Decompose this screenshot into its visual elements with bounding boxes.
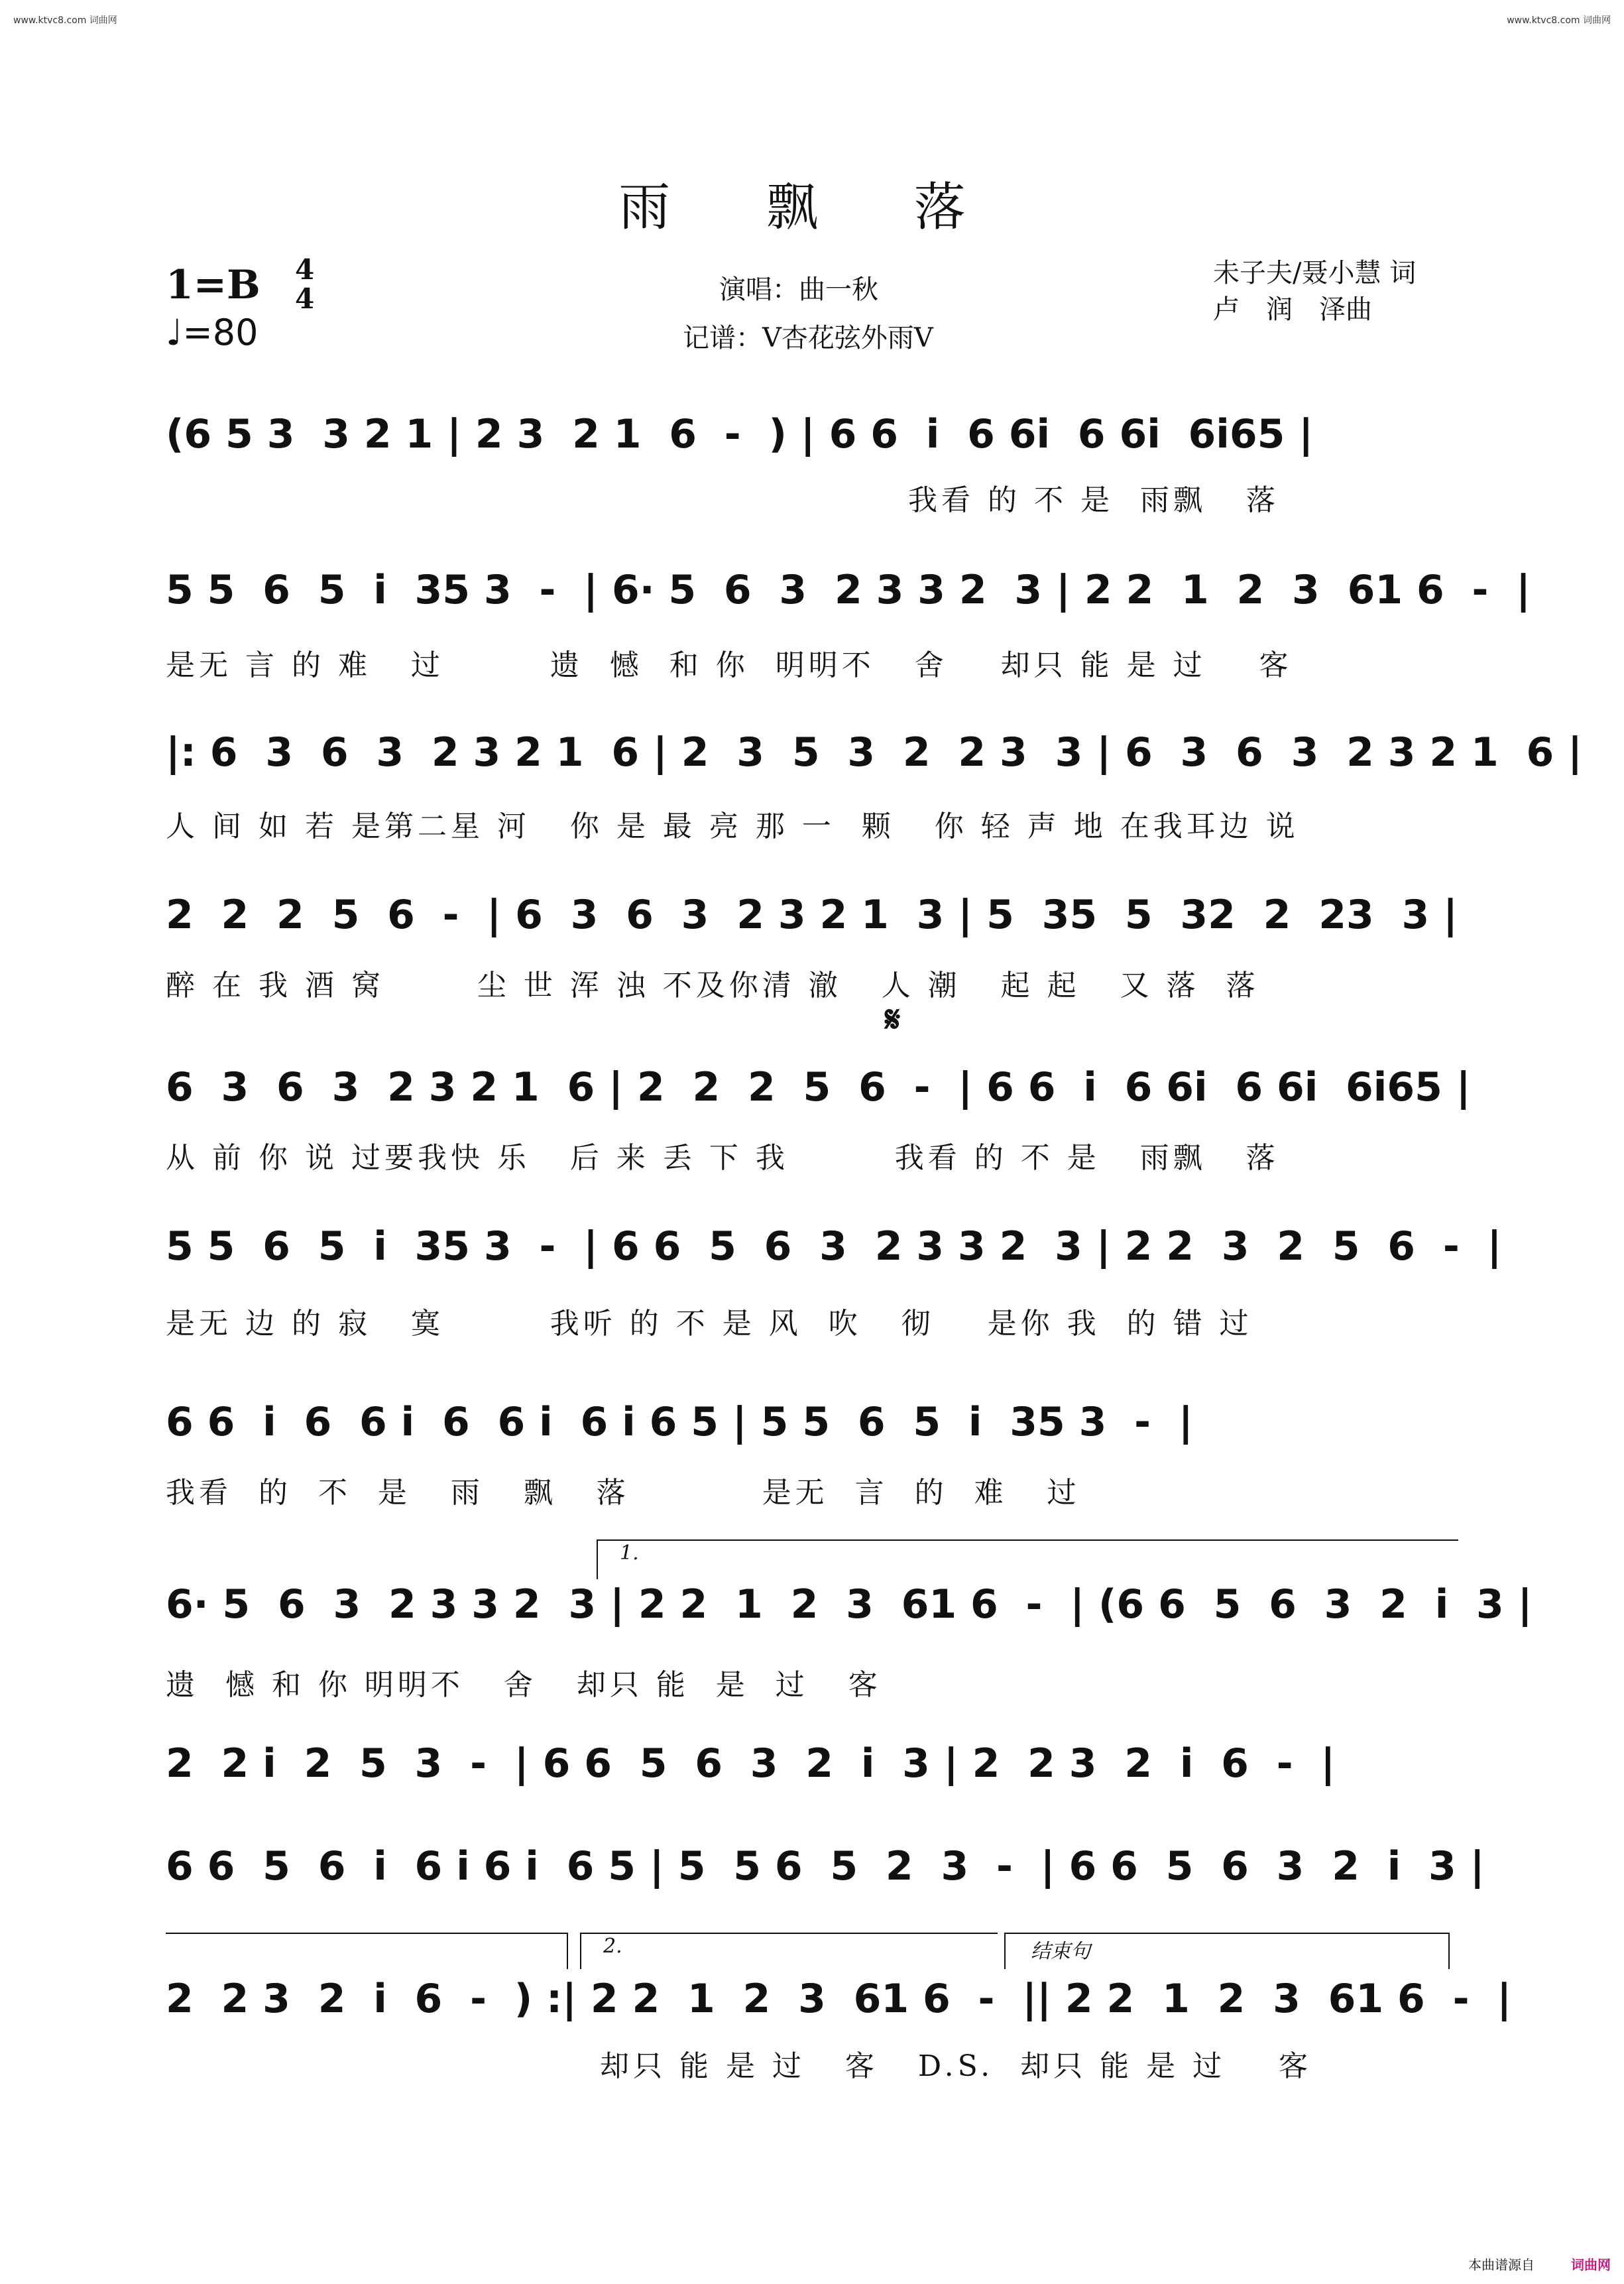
coda-label: 结束句 bbox=[1031, 1940, 1090, 1963]
time-sig-top: 4 bbox=[295, 253, 315, 286]
notes-row-4: 2 2 2 5 6 - | 6 3 6 3 2 3 2 1 3 | 5 35 5 32 2 23 3 | bbox=[166, 892, 1458, 938]
lyricist-credit: 未子夫/聂小慧 词 bbox=[1213, 258, 1417, 288]
tempo-marking: ♩=80 bbox=[166, 312, 259, 353]
notes-row-3: |: 6 3 6 3 2 3 2 1 6 | 2 3 5 3 2 2 3 3 | 6 3 6 3 2 3 2 1 6 | bbox=[166, 729, 1583, 776]
lyrics-row-3: 人 间 如 若 是第二星 河 你 是 最 亮 那 一 颗 你 轻 声 地 在我耳边 说 bbox=[166, 810, 1299, 843]
time-sig-bottom: 4 bbox=[295, 282, 315, 315]
transcriber-credit: 记谱：V杏花弦外雨V bbox=[683, 323, 933, 353]
notes-row-5: 6 3 6 3 2 3 2 1 6 | 2 2 2 5 6 - | 6 6 i 6 6i 6 6i 6i65 | bbox=[166, 1064, 1471, 1111]
footer-source-label: 本曲谱源自 bbox=[1468, 2257, 1535, 2273]
segno-sign: 𝄋 bbox=[885, 998, 901, 1040]
footer-site-name: 词曲网 bbox=[1571, 2257, 1611, 2273]
coda-bracket-right bbox=[1448, 1933, 1450, 1969]
lyrics-row-6: 是无 边 的 寂 寞 我听 的 不 是 风 吹 彻 是你 我 的 错 过 bbox=[166, 1307, 1253, 1341]
volta-1-bracket-left bbox=[597, 1539, 598, 1579]
notes-row-11: 2 2 3 2 i 6 - ) :| 2 2 1 2 3 61 6 - || 2 2 1 2 3 61 6 - | bbox=[166, 1976, 1512, 2022]
lyrics-row-7: 我看 的 不 是 雨 飘 落 是无 言 的 难 过 bbox=[166, 1476, 1080, 1510]
coda-bracket-top bbox=[1004, 1933, 1448, 1934]
volta-2-label: 2. bbox=[603, 1935, 622, 1958]
notes-row-8: 6· 5 6 3 2 3 3 2 3 | 2 2 1 2 3 61 6 - | (6 6 5 6 3 2 i 3 | bbox=[166, 1581, 1533, 1628]
lyrics-row-4: 醉 在 我 酒 窝 尘 世 浑 浊 不及你清 澈 人 潮 起 起 又 落 落 bbox=[166, 969, 1259, 1002]
lyrics-row-5: 从 前 你 说 过要我快 乐 后 来 丢 下 我 我看 的 不 是 雨飘 落 bbox=[166, 1141, 1279, 1175]
volta-2-bracket-left bbox=[580, 1933, 581, 1969]
key-signature: 1=B bbox=[166, 262, 261, 308]
lyrics-row-8: 遗 憾 和 你 明明不 舍 却只 能 是 过 客 bbox=[166, 1668, 882, 1702]
time-signature bbox=[295, 255, 314, 314]
volta-1-bracket-top bbox=[597, 1539, 1458, 1541]
notes-row-1: (6 5 3 3 2 1 | 2 3 2 1 6 - ) | 6 6 i 6 6i 6 6i 6i65 | bbox=[166, 411, 1314, 457]
singer-credit: 演唱：曲一秋 bbox=[719, 274, 878, 305]
volta-1-end-line bbox=[166, 1933, 567, 1934]
notes-row-10: 6 6 5 6 i 6 i 6 i 6 5 | 5 5 6 5 2 3 - | 6 6 5 6 3 2 i 3 | bbox=[166, 1843, 1485, 1890]
notes-row-2: 5 5 6 5 i 35 3 - | 6· 5 6 3 2 3 3 2 3 | 2 2 1 2 3 61 6 - | bbox=[166, 567, 1531, 613]
volta-2-bracket-top bbox=[580, 1933, 998, 1934]
volta-1-label: 1. bbox=[620, 1541, 639, 1565]
notes-row-7: 6 6 i 6 6 i 6 6 i 6 i 6 5 | 5 5 6 5 i 35 3 - | bbox=[166, 1399, 1193, 1445]
coda-bracket-left bbox=[1004, 1933, 1006, 1969]
notes-row-9: 2 2 i 2 5 3 - | 6 6 5 6 3 2 i 3 | 2 2 3 2 i 6 - | bbox=[166, 1740, 1336, 1787]
lyrics-row-2: 是无 言 的 难 过 遗 憾 和 你 明明不 舍 却只 能 是 过 客 bbox=[166, 648, 1293, 682]
header-url-right: www.ktvc8.com 词曲网 bbox=[1507, 15, 1611, 26]
header-url-left: www.ktvc8.com 词曲网 bbox=[13, 15, 117, 26]
lyrics-row-1: 我看 的 不 是 雨飘 落 bbox=[908, 483, 1279, 517]
volta-1-end-right bbox=[567, 1933, 568, 1969]
notes-row-6: 5 5 6 5 i 35 3 - | 6 6 5 6 3 2 3 3 2 3 | 2 2 3 2 5 6 - | bbox=[166, 1223, 1502, 1270]
lyrics-row-11: 却只 能 是 过 客 D.S. 却只 能 是 过 客 bbox=[600, 2049, 1312, 2083]
composer-credit: 卢 润 泽曲 bbox=[1213, 294, 1372, 325]
song-title: 雨 飘 落 bbox=[618, 178, 1006, 237]
